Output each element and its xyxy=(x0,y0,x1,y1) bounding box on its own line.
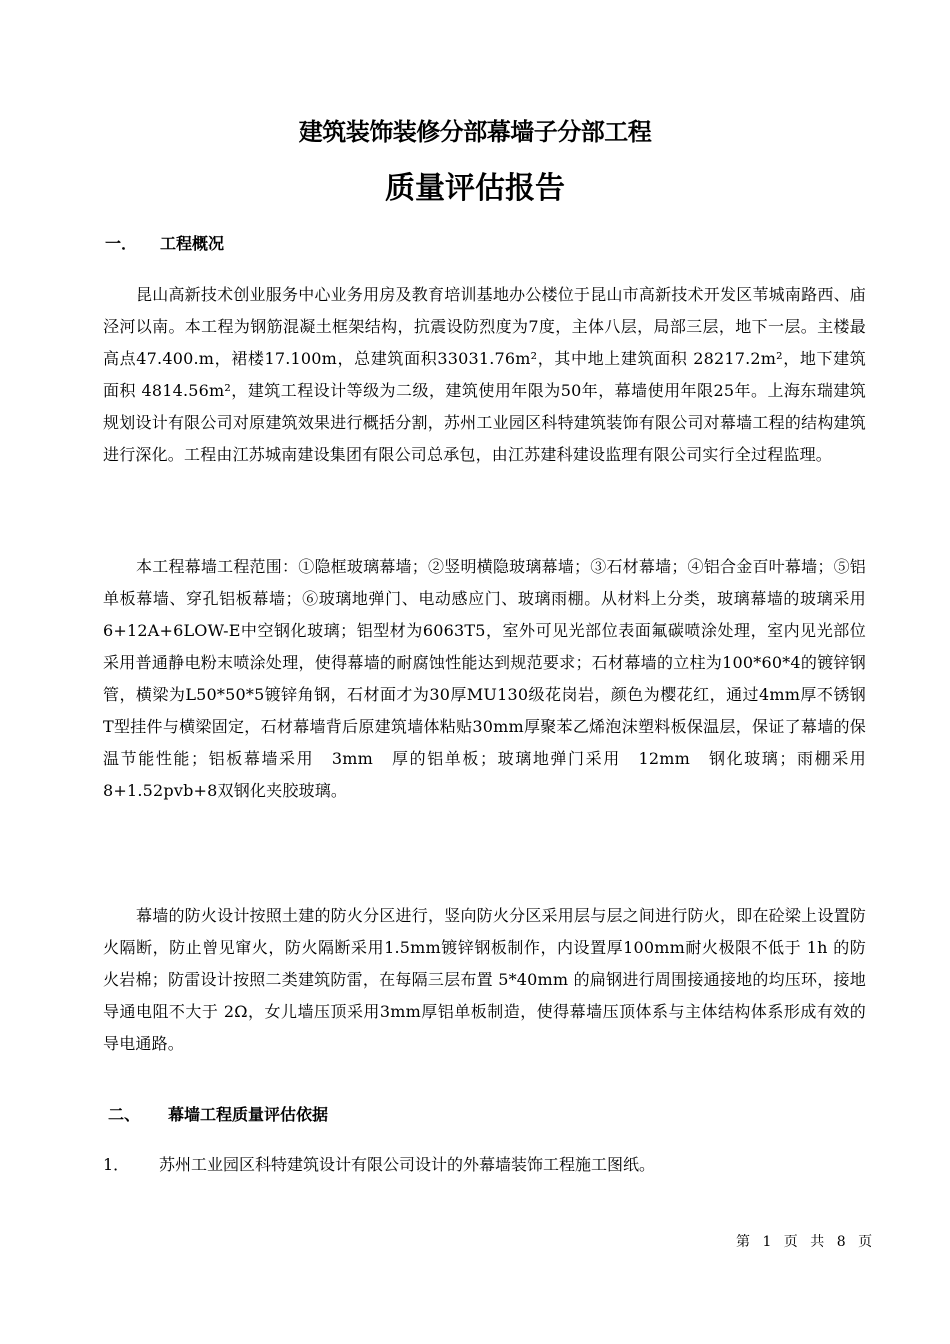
section-heading-overview xyxy=(105,232,225,256)
page-number: 第 1 页 共 8 页 xyxy=(736,1234,875,1250)
list-item xyxy=(103,1149,656,1181)
section-number: 一． xyxy=(105,234,138,253)
list-item-number: 1． xyxy=(103,1155,130,1174)
section-title: 幕墙工程质量评估依据 xyxy=(168,1105,329,1124)
document-title: 建筑装饰装修分部幕墙子分部工程 xyxy=(298,118,652,146)
section-number: 二、 xyxy=(108,1105,141,1124)
paragraph-fire-lightning-protection: 幕墙的防火设计按照土建的防火分区进行，竖向防火分区采用层与层之间进行防火，即在砼梁上设置防火隔断，防止曾见窜火，防火隔断采用1.5mm镀锌钢板制作，内设置厚100mm耐火极限不低于 1h 的防火岩棉；防雷设计按照二类建筑防雷，在每隔三层布置 5*40mm 的扁钢进行周围接通接地的均压环，接地导通电阻不大于 2Ω，女儿墙压顶采用3mm厚铝单板制造，使得幕墙压顶体系与主体结构体系形成有效的导电通路。 xyxy=(103,906,866,1053)
document-subtitle: 质量评估报告 xyxy=(385,171,565,206)
list-item-text: 苏州工业园区科特建筑设计有限公司设计的外幕墙装饰工程施工图纸。 xyxy=(159,1155,656,1174)
section-heading-basis xyxy=(108,1103,329,1127)
paragraph-project-overview: 昆山高新技术创业服务中心业务用房及教育培训基地办公楼位于昆山市高新技术开发区苇城南路西、庙泾河以南。本工程为钢筋混凝土框架结构，抗震设防烈度为7度，主体八层，局部三层，地下一层。主楼最高点47.400.m，裙楼17.100m，总建筑面积33031.76m²，其中地上建筑面积 28217.2m²，地下建筑面积 4814.56m²，建筑工程设计等级为二级，建筑使用年限为50年，幕墙使用年限25年。上海东瑞建筑规划设计有限公司对原建筑效果进行概括分割，苏州工业园区科特建筑装饰有限公司对幕墙工程的结构建筑进行深化。工程由江苏城南建设集团有限公司总承包，由江苏建科建设监理有限公司实行全过程监理。 xyxy=(103,285,866,464)
section-title: 工程概况 xyxy=(160,234,225,253)
paragraph-curtain-wall-scope: 本工程幕墙工程范围：①隐框玻璃幕墙；②竖明横隐玻璃幕墙；③石材幕墙；④铝合金百叶幕墙；⑤铝单板幕墙、穿孔铝板幕墙；⑥玻璃地弹门、电动感应门、玻璃雨棚。从材料上分类，玻璃幕墙的玻璃采用6+12A+6LOW-E中空钢化玻璃；铝型材为6063T5，室外可见光部位表面氟碳喷涂处理，室内见光部位采用普通静电粉末喷涂处理，使得幕墙的耐腐蚀性能达到规范要求；石材幕墙的立柱为100*60*4的镀锌钢管，横梁为L50*50*5镀锌角钢，石材面才为30厚MU130级花岗岩，颜色为樱花红，通过4mm厚不锈钢T型挂件与横梁固定，石材幕墙背后原建筑墙体粘贴30mm厚聚苯乙烯泡沫塑料板保温层，保证了幕墙的保温节能性能；铝板幕墙采用 3mm 厚的铝单板；玻璃地弹门采用 12mm 钢化玻璃；雨棚采用8+1.52pvb+8双钢化夹胶玻璃。 xyxy=(103,557,866,800)
